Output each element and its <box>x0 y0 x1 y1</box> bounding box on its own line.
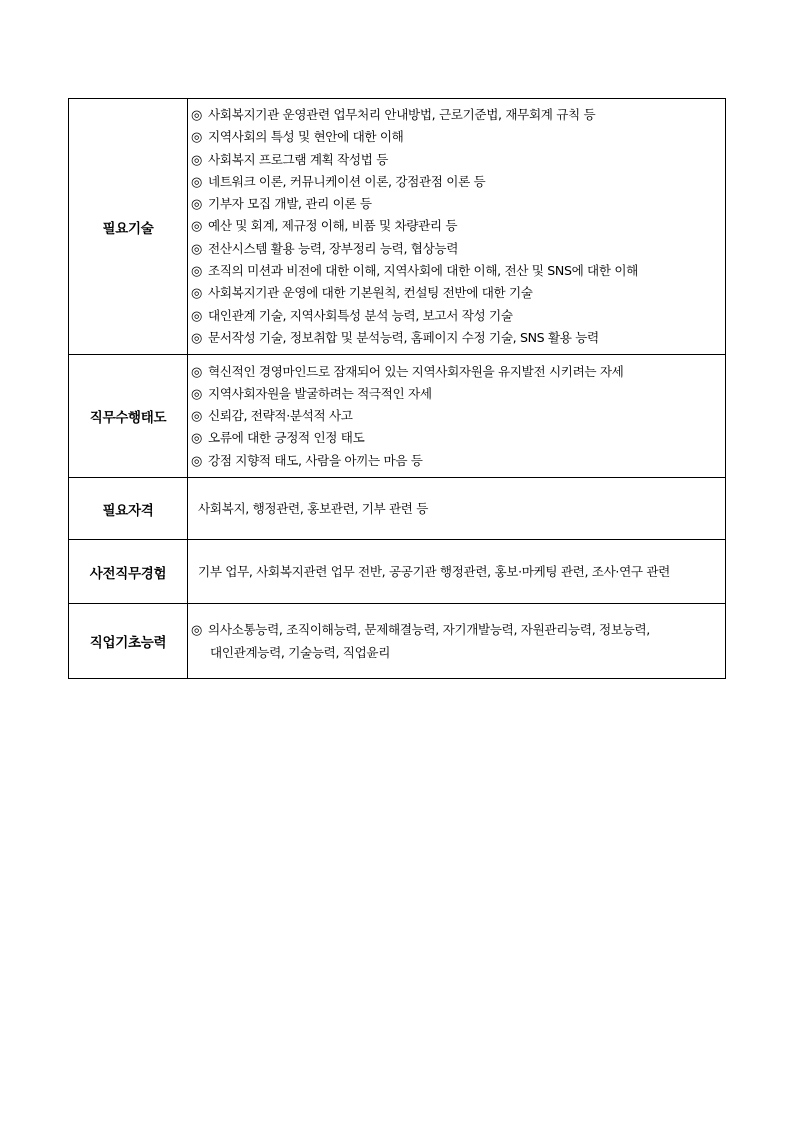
double-circle-bullet-icon: ◎ <box>191 623 202 639</box>
list-item <box>191 149 721 171</box>
double-circle-bullet-icon: ◎ <box>191 174 202 190</box>
list-item <box>191 104 721 126</box>
double-circle-bullet-icon: ◎ <box>191 264 202 280</box>
list-item-text: 조직의 미션과 비전에 대한 이해, 지역사회에 대한 이해, 전산 및 SNS에 대한 이해 <box>208 263 638 279</box>
row-label-prior-experience: 사전직무경험 <box>69 540 188 604</box>
list-item <box>191 282 721 304</box>
list-item <box>191 126 721 148</box>
list-item <box>191 238 721 260</box>
list-item-text: 예산 및 회계, 제규정 이해, 비품 및 차량관리 등 <box>208 218 458 234</box>
double-circle-bullet-icon: ◎ <box>191 130 202 146</box>
double-circle-bullet-icon: ◎ <box>191 386 202 402</box>
list-item-text: 문서작성 기술, 정보취합 및 분석능력, 홈페이지 수정 기술, SNS 활용 능력 <box>208 329 599 345</box>
row-label-required-skills: 필요기술 <box>69 99 188 355</box>
list-item <box>191 193 721 215</box>
double-circle-bullet-icon: ◎ <box>191 330 202 346</box>
list-item-text: 네트워크 이론, 커뮤니케이션 이론, 강점관점 이론 등 <box>208 173 486 189</box>
table-row-required-qualification <box>69 478 726 540</box>
list-item <box>191 215 721 237</box>
double-circle-bullet-icon: ◎ <box>191 241 202 257</box>
list-item-text: 강점 지향적 태도, 사람을 아끼는 마음 등 <box>208 452 423 468</box>
job-description-table <box>68 98 726 679</box>
double-circle-bullet-icon: ◎ <box>191 364 202 380</box>
double-circle-bullet-icon: ◎ <box>191 286 202 302</box>
row-label-basic-competency: 직업기초능력 <box>69 604 188 679</box>
list-item-text: 지역사회의 특성 및 현안에 대한 이해 <box>208 129 404 145</box>
list-item-text: 사회복지기관 운영관련 업무처리 안내방법, 근로기준법, 재무회계 규칙 등 <box>208 107 596 122</box>
table-row-prior-experience <box>69 540 726 604</box>
required-skills-list <box>188 99 726 355</box>
double-circle-bullet-icon: ◎ <box>191 308 202 324</box>
list-item-text: 사회복지 프로그램 계획 작성법 등 <box>208 151 389 167</box>
double-circle-bullet-icon: ◎ <box>191 431 202 447</box>
prior-experience-text: 기부 업무, 사회복지관련 업무 전반, 공공기관 행정관련, 홍보·마케팅 관련, 조사·연구 관련 <box>188 540 726 604</box>
table-row-work-attitude <box>69 355 726 478</box>
double-circle-bullet-icon: ◎ <box>191 152 202 168</box>
list-item-text: 대인관계 기술, 지역사회특성 분석 능력, 보고서 작성 기술 <box>208 307 513 323</box>
basic-competency-line-2: 대인관계능력, 기술능력, 직업윤리 <box>210 644 391 660</box>
basic-competency-cell <box>188 604 726 679</box>
list-item-text: 혁신적인 경영마인드로 잠재되어 있는 지역사회자원을 유지발전 시키려는 자세 <box>208 363 624 379</box>
double-circle-bullet-icon: ◎ <box>191 453 202 469</box>
table-row-required-skills <box>69 99 726 355</box>
list-item-text: 기부자 모집 개발, 관리 이론 등 <box>208 196 372 212</box>
list-item-text: 지역사회자원을 발굴하려는 적극적인 자세 <box>208 385 432 401</box>
double-circle-bullet-icon: ◎ <box>191 197 202 213</box>
list-item-text: 전산시스템 활용 능력, 장부정리 능력, 협상능력 <box>208 240 459 256</box>
list-item <box>191 260 721 282</box>
list-item <box>191 361 721 383</box>
list-item <box>191 305 721 327</box>
list-item-text: 신뢰감, 전략적·분석적 사고 <box>208 408 353 424</box>
double-circle-bullet-icon: ◎ <box>191 219 202 235</box>
double-circle-bullet-icon: ◎ <box>191 409 202 425</box>
list-item <box>191 171 721 193</box>
list-item <box>191 427 721 449</box>
list-item <box>191 450 721 472</box>
list-item-text: 사회복지기관 운영에 대한 기본원칙, 컨설팅 전반에 대한 기술 <box>208 285 533 301</box>
list-item-text: 오류에 대한 긍정적 인정 태도 <box>208 430 365 446</box>
table-row-basic-competency <box>69 604 726 679</box>
list-item <box>191 327 721 349</box>
row-label-work-attitude: 직무수행태도 <box>69 355 188 478</box>
double-circle-bullet-icon: ◎ <box>191 108 202 123</box>
basic-competency-line-1: ◎ 의사소통능력, 조직이해능력, 문제해결능력, 자기개발능력, 자원관리능력, 정보능력, <box>191 619 721 641</box>
list-item <box>191 383 721 405</box>
row-label-required-qualification: 필요자격 <box>69 478 188 540</box>
list-item <box>191 405 721 427</box>
work-attitude-list <box>188 355 726 478</box>
required-qualification-text: 사회복지, 행정관련, 홍보관련, 기부 관련 등 <box>188 478 726 540</box>
